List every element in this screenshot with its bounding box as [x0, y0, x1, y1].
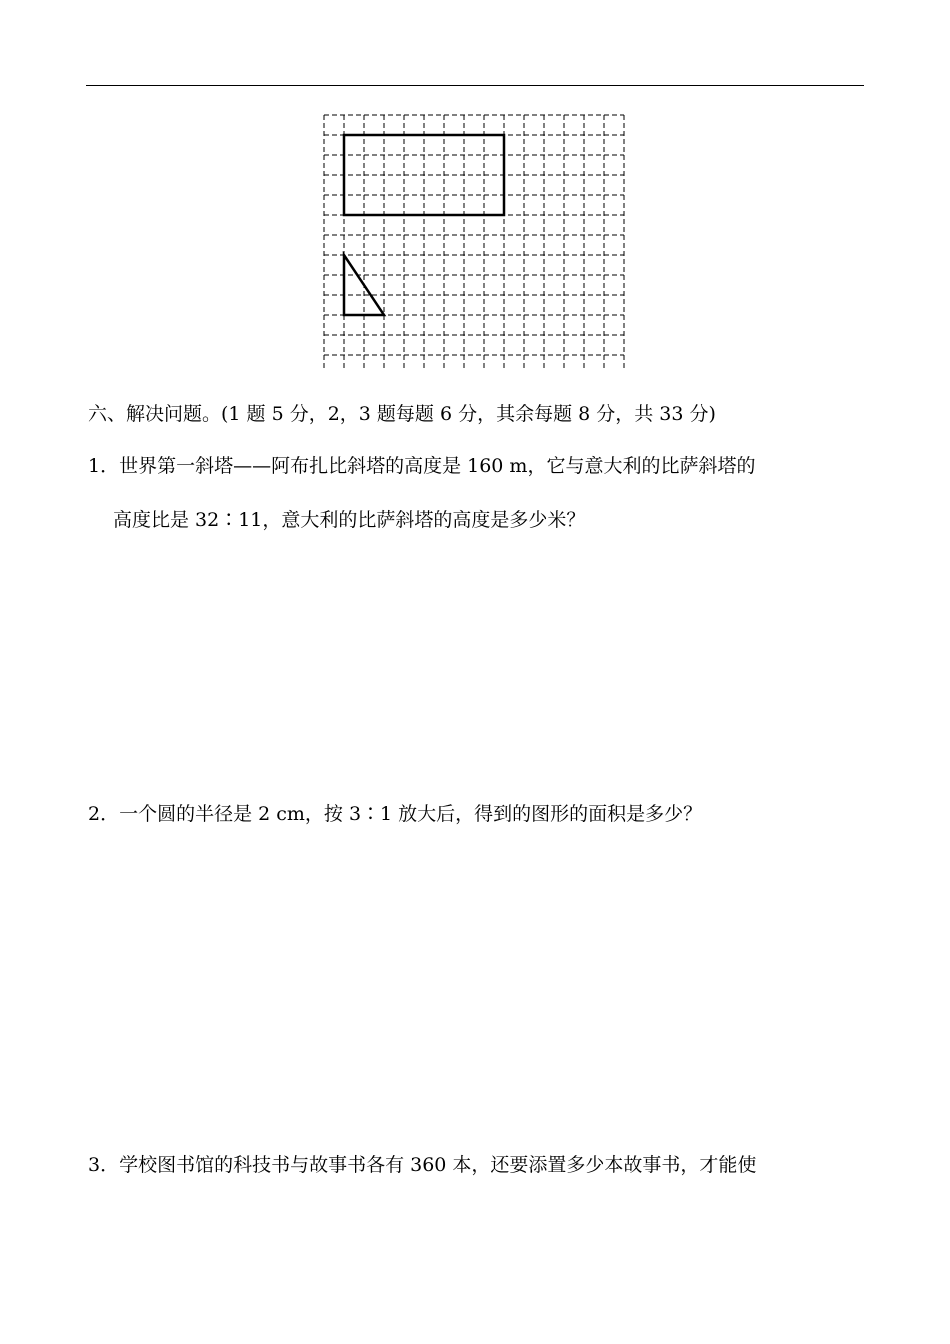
question-3: 3．学校图书馆的科技书与故事书各有 360 本，还要添置多少本故事书，才能使: [88, 1154, 757, 1176]
top-divider: [86, 85, 864, 86]
question-2: 2．一个圆的半径是 2 cm，按 3∶1 放大后，得到的图形的面积是多少？: [88, 803, 703, 825]
dashed-grid-figure: [318, 110, 632, 370]
grid-lines: [324, 115, 624, 370]
question-1-line-1: 1．世界第一斜塔——阿布扎比斜塔的高度是 160 m，它与意大利的比萨斜塔的: [88, 455, 756, 477]
section-heading: 六、解决问题。(1 题 5 分，2，3 题每题 6 分，其余每题 8 分，共 33 分): [88, 403, 716, 425]
question-1-line-2: 高度比是 32∶11，意大利的比萨斜塔的高度是多少米？: [113, 509, 586, 531]
